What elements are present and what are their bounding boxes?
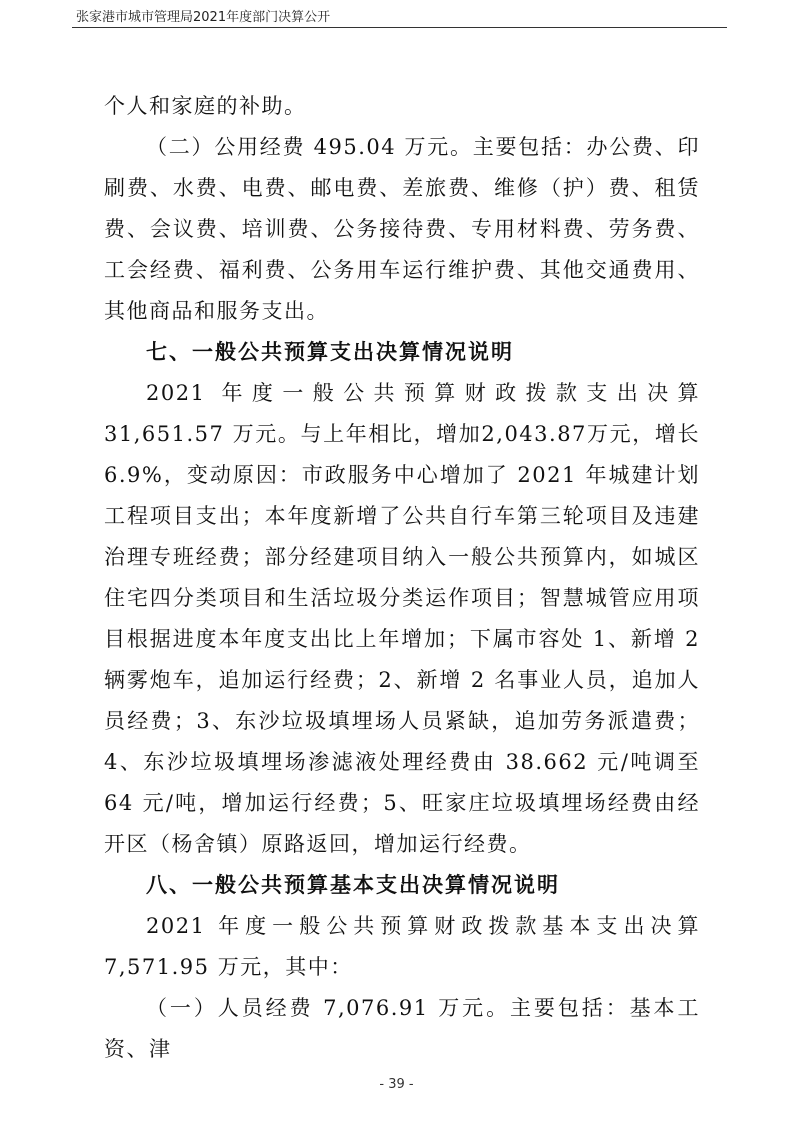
page-number: - 39 - xyxy=(379,1077,414,1092)
page-header: 张家港市城市管理局2021年度部门决算公开 xyxy=(76,10,331,25)
section-heading-8: 八、一般公共预算基本支出决算情况说明 xyxy=(146,873,560,897)
paragraph-public-expenses: （二）公用经费 495.04 万元。主要包括：办公费、印刷费、水费、电费、邮电费、差旅费、维修（护）费、租赁费、会议费、培训费、公务接待费、专用材料费、劳务费、工会经费、福利费、公务用车运行维护费、其他交通费用、其他商品和服务支出。 xyxy=(104,135,700,323)
paragraph-continuation: 个人和家庭的补助。 xyxy=(104,94,307,118)
paragraph-basic-expenditure: 2021 年度一般公共预算财政拨款基本支出决算 7,571.95 万元，其中： xyxy=(104,914,700,979)
paragraph-expenditure-explanation: 2021 年度一般公共预算财政拨款支出决算 31,651.57 万元。与上年相比，增加2,043.87万元，增长6.9%，变动原因：市政服务中心增加了 2021 年城建计划工程项目支出；本年度新增了公共自行车第三轮项目及违建治理专班经费；部分经建项目纳入一般公共预算内，如城区住宅四分类项目和生活垃圾分类运作项目；智慧城管应用项目根据进度本年度支出比上年增加；下属市容处 1、新增 2 辆雾炮车，追加运行经费；2、新增 2 名事业人员，追加人员经费；3、东沙垃圾填埋场人员紧缺，追加劳务派遣费；4、东沙垃圾填埋场渗滤液处理经费由 38.662 元/吨调至 64 元/吨，增加运行经费；5、旺家庄垃圾填埋场经费由经开区（杨舍镇）原路返回，增加运行经费。 xyxy=(104,381,700,856)
header-divider xyxy=(72,27,727,28)
document-body xyxy=(104,86,700,1070)
paragraph-personnel-expenses: （一）人员经费 7,076.91 万元。主要包括：基本工资、津 xyxy=(104,996,700,1061)
section-heading-7: 七、一般公共预算支出决算情况说明 xyxy=(146,340,514,364)
